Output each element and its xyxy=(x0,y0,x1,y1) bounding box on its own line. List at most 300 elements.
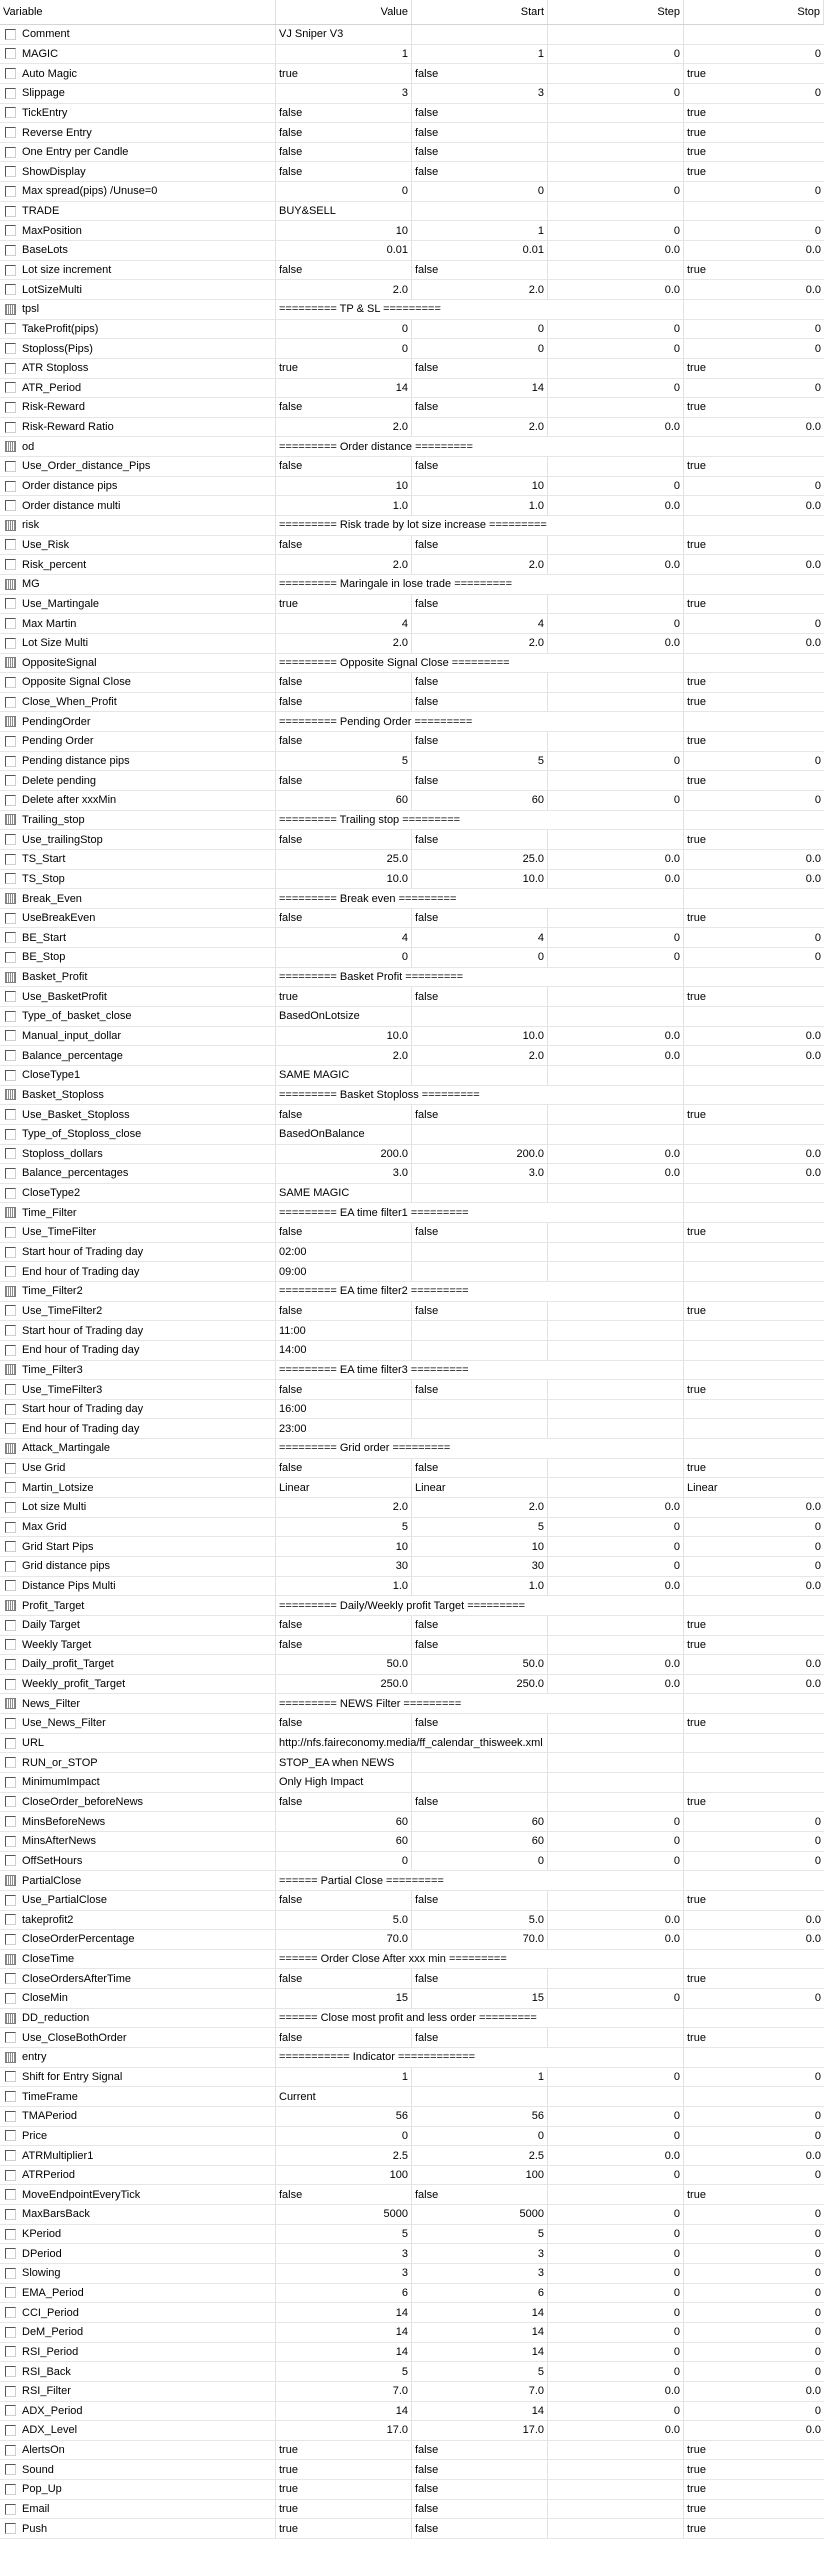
table-row[interactable] xyxy=(0,1969,824,1989)
value-cell[interactable]: 14 xyxy=(276,379,412,398)
stop-cell[interactable]: true xyxy=(687,401,706,414)
start-cell[interactable]: 3 xyxy=(412,2244,548,2263)
stop-cell[interactable]: true xyxy=(687,1795,706,1808)
step-cell[interactable] xyxy=(548,261,684,280)
step-cell[interactable] xyxy=(548,2087,684,2106)
table-row[interactable] xyxy=(0,2205,824,2225)
value-cell[interactable]: false xyxy=(276,261,412,280)
stop-cell[interactable]: 0 xyxy=(814,1560,821,1573)
value-cell[interactable]: Only High Impact xyxy=(276,1773,412,1792)
table-row[interactable] xyxy=(0,2323,824,2343)
step-cell[interactable]: 0 xyxy=(548,2402,684,2421)
table-row[interactable] xyxy=(0,752,824,772)
start-cell[interactable]: false xyxy=(412,457,548,476)
start-cell[interactable]: 2.0 xyxy=(412,1046,548,1065)
start-cell[interactable]: 7.0 xyxy=(412,2382,548,2401)
value-cell[interactable]: true xyxy=(276,2480,412,2499)
start-cell[interactable] xyxy=(412,202,548,221)
stop-cell[interactable]: 0 xyxy=(814,951,821,964)
stop-cell[interactable]: 0.0 xyxy=(805,2424,821,2437)
table-row[interactable] xyxy=(0,1243,824,1263)
step-cell[interactable] xyxy=(548,1321,684,1340)
step-cell[interactable]: 0.0 xyxy=(548,1675,684,1694)
value-cell[interactable]: SAME MAGIC xyxy=(276,1066,412,1085)
start-cell[interactable]: false xyxy=(412,1302,548,1321)
value-cell[interactable]: true xyxy=(276,2500,412,2519)
stop-cell[interactable] xyxy=(684,2087,824,2106)
value-cell[interactable]: false xyxy=(276,1223,412,1242)
table-row[interactable] xyxy=(0,45,824,65)
table-row[interactable] xyxy=(0,1125,824,1145)
table-row[interactable] xyxy=(0,1341,824,1361)
table-row[interactable] xyxy=(0,1616,824,1636)
stop-cell[interactable]: true xyxy=(687,1638,706,1651)
step-cell[interactable] xyxy=(548,2460,684,2479)
table-row[interactable] xyxy=(0,162,824,182)
stop-cell[interactable]: 0 xyxy=(814,185,821,198)
start-cell[interactable]: 4 xyxy=(412,614,548,633)
step-cell[interactable] xyxy=(548,1066,684,1085)
table-row[interactable] xyxy=(0,2519,824,2539)
value-cell[interactable]: 16:00 xyxy=(276,1400,412,1419)
step-cell[interactable]: 0 xyxy=(548,2225,684,2244)
start-cell[interactable]: false xyxy=(412,830,548,849)
table-row[interactable] xyxy=(0,1812,824,1832)
stop-cell[interactable] xyxy=(684,1262,824,1281)
table-row[interactable] xyxy=(0,2460,824,2480)
table-row[interactable] xyxy=(0,1164,824,1184)
start-cell[interactable]: 1 xyxy=(412,2068,548,2087)
table-row[interactable] xyxy=(0,2028,824,2048)
start-cell[interactable]: 3 xyxy=(412,84,548,103)
table-row[interactable] xyxy=(0,1400,824,1420)
start-cell[interactable]: 60 xyxy=(412,791,548,810)
value-cell[interactable]: true xyxy=(276,2441,412,2460)
start-cell[interactable]: 70.0 xyxy=(412,1930,548,1949)
stop-cell[interactable]: 0 xyxy=(814,2247,821,2260)
value-cell[interactable]: 5 xyxy=(276,752,412,771)
stop-cell[interactable]: 0.0 xyxy=(805,1933,821,1946)
start-cell[interactable]: 10 xyxy=(412,1537,548,1556)
stop-cell[interactable]: true xyxy=(687,2188,706,2201)
start-cell[interactable]: 30 xyxy=(412,1557,548,1576)
value-cell[interactable]: false xyxy=(276,1616,412,1635)
step-cell[interactable] xyxy=(548,1380,684,1399)
value-cell[interactable]: 0 xyxy=(276,948,412,967)
value-cell[interactable]: ========= Basket Profit ========= xyxy=(276,968,684,987)
step-cell[interactable] xyxy=(548,1341,684,1360)
step-cell[interactable] xyxy=(548,202,684,221)
column-header-value[interactable]: Value xyxy=(276,0,412,24)
value-cell[interactable]: true xyxy=(276,987,412,1006)
stop-cell[interactable]: 0 xyxy=(814,794,821,807)
stop-cell[interactable] xyxy=(684,1243,824,1262)
table-row[interactable] xyxy=(0,1675,824,1695)
value-cell[interactable]: Linear xyxy=(276,1478,412,1497)
table-row[interactable] xyxy=(0,280,824,300)
value-cell[interactable]: 50.0 xyxy=(276,1655,412,1674)
value-cell[interactable]: 6 xyxy=(276,2284,412,2303)
table-row[interactable] xyxy=(0,634,824,654)
start-cell[interactable]: false xyxy=(412,123,548,142)
value-cell[interactable]: ========= Maringale in lose trade ========= xyxy=(276,575,684,594)
section-separator-row[interactable] xyxy=(0,811,824,831)
stop-cell[interactable]: true xyxy=(687,735,706,748)
section-separator-row[interactable] xyxy=(0,889,824,909)
value-cell[interactable]: ====== Close most profit and less order ========= xyxy=(276,2009,684,2028)
table-row[interactable] xyxy=(0,84,824,104)
value-cell[interactable]: 5000 xyxy=(276,2205,412,2224)
value-cell[interactable]: 3.0 xyxy=(276,1164,412,1183)
table-row[interactable] xyxy=(0,1557,824,1577)
step-cell[interactable] xyxy=(548,1969,684,1988)
stop-cell[interactable]: true xyxy=(687,67,706,80)
table-row[interactable] xyxy=(0,1537,824,1557)
stop-cell[interactable]: true xyxy=(687,106,706,119)
stop-cell[interactable]: 0 xyxy=(814,342,821,355)
stop-cell[interactable]: true xyxy=(687,2522,706,2535)
value-cell[interactable]: false xyxy=(276,104,412,123)
step-cell[interactable]: 0 xyxy=(548,2264,684,2283)
stop-cell[interactable]: true xyxy=(687,2503,706,2516)
stop-cell[interactable]: 0.0 xyxy=(805,421,821,434)
stop-cell[interactable]: 0.0 xyxy=(805,244,821,257)
step-cell[interactable]: 0 xyxy=(548,2205,684,2224)
value-cell[interactable]: 3 xyxy=(276,84,412,103)
step-cell[interactable]: 0 xyxy=(548,221,684,240)
step-cell[interactable] xyxy=(548,1636,684,1655)
table-row[interactable] xyxy=(0,2185,824,2205)
start-cell[interactable]: false xyxy=(412,104,548,123)
stop-cell[interactable]: true xyxy=(687,597,706,610)
start-cell[interactable]: 15 xyxy=(412,1989,548,2008)
stop-cell[interactable] xyxy=(684,1125,824,1144)
start-cell[interactable]: 14 xyxy=(412,2323,548,2342)
value-cell[interactable]: false xyxy=(276,1891,412,1910)
start-cell[interactable]: 0.01 xyxy=(412,241,548,260)
stop-cell[interactable]: true xyxy=(687,1619,706,1632)
section-separator-row[interactable] xyxy=(0,300,824,320)
stop-cell[interactable]: true xyxy=(687,362,706,375)
start-cell[interactable]: false xyxy=(412,2460,548,2479)
start-cell[interactable]: 0 xyxy=(412,948,548,967)
step-cell[interactable] xyxy=(548,2519,684,2538)
start-cell[interactable]: false xyxy=(412,1223,548,1242)
stop-cell[interactable]: 0 xyxy=(814,2169,821,2182)
value-cell[interactable]: false xyxy=(276,1793,412,1812)
value-cell[interactable]: 2.0 xyxy=(276,1498,412,1517)
value-cell[interactable]: 5 xyxy=(276,2362,412,2381)
value-cell[interactable]: false xyxy=(276,2028,412,2047)
value-cell[interactable]: 70.0 xyxy=(276,1930,412,1949)
table-row[interactable] xyxy=(0,1321,824,1341)
step-cell[interactable]: 0.0 xyxy=(548,2146,684,2165)
table-row[interactable] xyxy=(0,64,824,84)
value-cell[interactable]: ========= EA time filter1 ========= xyxy=(276,1203,684,1222)
stop-cell[interactable]: 0.0 xyxy=(805,1678,821,1691)
step-cell[interactable] xyxy=(548,1007,684,1026)
value-cell[interactable]: true xyxy=(276,64,412,83)
section-separator-row[interactable] xyxy=(0,1282,824,1302)
start-cell[interactable]: 25.0 xyxy=(412,850,548,869)
step-cell[interactable]: 0.0 xyxy=(548,1911,684,1930)
stop-cell[interactable]: 0.0 xyxy=(805,853,821,866)
value-cell[interactable]: 2.0 xyxy=(276,1046,412,1065)
table-row[interactable] xyxy=(0,870,824,890)
step-cell[interactable] xyxy=(548,162,684,181)
table-row[interactable] xyxy=(0,791,824,811)
start-cell[interactable] xyxy=(412,2087,548,2106)
start-cell[interactable]: false xyxy=(412,261,548,280)
start-cell[interactable]: 56 xyxy=(412,2107,548,2126)
start-cell[interactable]: false xyxy=(412,1714,548,1733)
table-row[interactable] xyxy=(0,221,824,241)
start-cell[interactable] xyxy=(412,1400,548,1419)
table-row[interactable] xyxy=(0,2244,824,2264)
table-row[interactable] xyxy=(0,2146,824,2166)
step-cell[interactable]: 0.0 xyxy=(548,850,684,869)
step-cell[interactable]: 0 xyxy=(548,1832,684,1851)
value-cell[interactable]: 1.0 xyxy=(276,496,412,515)
table-row[interactable] xyxy=(0,2068,824,2088)
start-cell[interactable]: false xyxy=(412,987,548,1006)
step-cell[interactable]: 0.0 xyxy=(548,1655,684,1674)
table-row[interactable] xyxy=(0,948,824,968)
value-cell[interactable]: 14:00 xyxy=(276,1341,412,1360)
step-cell[interactable]: 0 xyxy=(548,1989,684,2008)
step-cell[interactable]: 0 xyxy=(548,1812,684,1831)
stop-cell[interactable] xyxy=(684,1066,824,1085)
value-cell[interactable]: ====== Order Close After xxx min ========= xyxy=(276,1950,684,1969)
value-cell[interactable]: ========= Trailing stop ========= xyxy=(276,811,684,830)
start-cell[interactable]: false xyxy=(412,1616,548,1635)
stop-cell[interactable]: 0 xyxy=(814,1521,821,1533)
stop-cell[interactable]: 0.0 xyxy=(805,1579,821,1592)
step-cell[interactable]: 0 xyxy=(548,2303,684,2322)
step-cell[interactable]: 0 xyxy=(548,948,684,967)
section-separator-row[interactable] xyxy=(0,1203,824,1223)
value-cell[interactable]: 56 xyxy=(276,2107,412,2126)
table-row[interactable] xyxy=(0,928,824,948)
start-cell[interactable]: 0 xyxy=(412,320,548,339)
section-separator-row[interactable] xyxy=(0,1596,824,1616)
table-row[interactable] xyxy=(0,241,824,261)
stop-cell[interactable]: 0 xyxy=(814,87,821,100)
start-cell[interactable] xyxy=(412,1419,548,1438)
table-row[interactable] xyxy=(0,418,824,438)
stop-cell[interactable] xyxy=(684,1184,824,1203)
start-cell[interactable] xyxy=(412,1321,548,1340)
stop-cell[interactable]: 0 xyxy=(814,2286,821,2299)
table-row[interactable] xyxy=(0,2127,824,2147)
stop-cell[interactable]: true xyxy=(687,126,706,139)
start-cell[interactable]: 1 xyxy=(412,221,548,240)
start-cell[interactable]: 5 xyxy=(412,2225,548,2244)
table-row[interactable] xyxy=(0,2441,824,2461)
step-cell[interactable]: 0 xyxy=(548,1537,684,1556)
table-row[interactable] xyxy=(0,398,824,418)
step-cell[interactable] xyxy=(548,1105,684,1124)
step-cell[interactable] xyxy=(548,359,684,378)
value-cell[interactable]: 1 xyxy=(276,45,412,64)
step-cell[interactable]: 0 xyxy=(548,182,684,201)
value-cell[interactable]: 2.0 xyxy=(276,634,412,653)
value-cell[interactable]: 2.0 xyxy=(276,280,412,299)
step-cell[interactable] xyxy=(548,732,684,751)
step-cell[interactable] xyxy=(548,830,684,849)
stop-cell[interactable]: 0 xyxy=(814,2345,821,2358)
value-cell[interactable]: ========= Order distance ========= xyxy=(276,437,684,456)
table-row[interactable] xyxy=(0,2480,824,2500)
start-cell[interactable]: 14 xyxy=(412,379,548,398)
start-cell[interactable]: 5 xyxy=(412,752,548,771)
step-cell[interactable]: 0.0 xyxy=(548,241,684,260)
value-cell[interactable]: false xyxy=(276,771,412,790)
step-cell[interactable]: 0.0 xyxy=(548,418,684,437)
stop-cell[interactable]: true xyxy=(687,833,706,846)
table-row[interactable] xyxy=(0,2362,824,2382)
section-separator-row[interactable] xyxy=(0,712,824,732)
table-row[interactable] xyxy=(0,1027,824,1047)
value-cell[interactable]: 1 xyxy=(276,2068,412,2087)
value-cell[interactable]: 10.0 xyxy=(276,870,412,889)
section-separator-row[interactable] xyxy=(0,1950,824,1970)
start-cell[interactable]: 3.0 xyxy=(412,1164,548,1183)
step-cell[interactable] xyxy=(548,457,684,476)
stop-cell[interactable]: true xyxy=(687,460,706,473)
stop-cell[interactable]: 0.0 xyxy=(805,558,821,571)
section-separator-row[interactable] xyxy=(0,1361,824,1381)
value-cell[interactable]: false xyxy=(276,1969,412,1988)
start-cell[interactable]: 17.0 xyxy=(412,2421,548,2440)
stop-cell[interactable]: 0 xyxy=(814,1854,821,1867)
stop-cell[interactable]: Linear xyxy=(687,1481,718,1494)
step-cell[interactable]: 0 xyxy=(548,2244,684,2263)
stop-cell[interactable]: true xyxy=(687,2031,706,2044)
step-cell[interactable]: 0 xyxy=(548,84,684,103)
step-cell[interactable] xyxy=(548,1400,684,1419)
value-cell[interactable]: true xyxy=(276,359,412,378)
stop-cell[interactable]: 0 xyxy=(814,480,821,493)
stop-cell[interactable]: true xyxy=(687,990,706,1003)
start-cell[interactable] xyxy=(412,1125,548,1144)
stop-cell[interactable]: 0 xyxy=(814,224,821,237)
step-cell[interactable]: 0 xyxy=(548,339,684,358)
value-cell[interactable]: false xyxy=(276,1302,412,1321)
table-row[interactable] xyxy=(0,2303,824,2323)
stop-cell[interactable]: 0 xyxy=(814,2070,821,2083)
start-cell[interactable]: false xyxy=(412,909,548,928)
value-cell[interactable]: 02:00 xyxy=(276,1243,412,1262)
table-row[interactable] xyxy=(0,2382,824,2402)
stop-cell[interactable] xyxy=(684,1753,824,1772)
table-row[interactable] xyxy=(0,1911,824,1931)
table-row[interactable] xyxy=(0,1773,824,1793)
value-cell[interactable]: 60 xyxy=(276,1832,412,1851)
table-row[interactable] xyxy=(0,1793,824,1813)
stop-cell[interactable]: true xyxy=(687,1894,706,1907)
value-cell[interactable]: 10 xyxy=(276,477,412,496)
stop-cell[interactable]: 0.0 xyxy=(805,283,821,296)
start-cell[interactable]: false xyxy=(412,143,548,162)
start-cell[interactable]: 5 xyxy=(412,2362,548,2381)
value-cell[interactable]: 4 xyxy=(276,614,412,633)
start-cell[interactable] xyxy=(412,1341,548,1360)
stop-cell[interactable] xyxy=(684,1321,824,1340)
start-cell[interactable]: false xyxy=(412,398,548,417)
step-cell[interactable] xyxy=(548,673,684,692)
stop-cell[interactable]: 0 xyxy=(814,2129,821,2142)
step-cell[interactable]: 0 xyxy=(548,2068,684,2087)
value-cell[interactable]: ========= Opposite Signal Close ========= xyxy=(276,654,684,673)
value-cell[interactable]: 5 xyxy=(276,2225,412,2244)
step-cell[interactable]: 0 xyxy=(548,2323,684,2342)
table-row[interactable] xyxy=(0,182,824,202)
value-cell[interactable]: false xyxy=(276,398,412,417)
start-cell[interactable]: false xyxy=(412,771,548,790)
table-row[interactable] xyxy=(0,2264,824,2284)
step-cell[interactable] xyxy=(548,2441,684,2460)
value-cell[interactable]: false xyxy=(276,673,412,692)
step-cell[interactable] xyxy=(548,595,684,614)
step-cell[interactable]: 0 xyxy=(548,2127,684,2146)
step-cell[interactable]: 0 xyxy=(548,2362,684,2381)
value-cell[interactable]: false xyxy=(276,162,412,181)
table-row[interactable] xyxy=(0,1007,824,1027)
value-cell[interactable]: false xyxy=(276,1380,412,1399)
start-cell[interactable]: 5 xyxy=(412,1518,548,1537)
column-header-stop[interactable]: Stop xyxy=(684,0,824,24)
stop-cell[interactable]: true xyxy=(687,165,706,178)
value-cell[interactable]: 2.5 xyxy=(276,2146,412,2165)
step-cell[interactable] xyxy=(548,1419,684,1438)
value-cell[interactable]: false xyxy=(276,1714,412,1733)
table-row[interactable] xyxy=(0,850,824,870)
stop-cell[interactable]: 0 xyxy=(814,2326,821,2339)
value-cell[interactable]: 2.0 xyxy=(276,418,412,437)
table-row[interactable] xyxy=(0,1419,824,1439)
value-cell[interactable]: 25.0 xyxy=(276,850,412,869)
value-cell[interactable]: 0 xyxy=(276,182,412,201)
step-cell[interactable] xyxy=(548,1714,684,1733)
step-cell[interactable]: 0.0 xyxy=(548,1027,684,1046)
value-cell[interactable]: 14 xyxy=(276,2343,412,2362)
step-cell[interactable]: 0.0 xyxy=(548,555,684,574)
table-row[interactable] xyxy=(0,1518,824,1538)
value-cell[interactable]: Current xyxy=(276,2087,412,2106)
start-cell[interactable]: false xyxy=(412,162,548,181)
stop-cell[interactable] xyxy=(684,25,824,44)
stop-cell[interactable]: 0.0 xyxy=(805,1658,821,1671)
table-row[interactable] xyxy=(0,1734,824,1754)
stop-cell[interactable]: 0 xyxy=(814,2267,821,2280)
stop-cell[interactable]: 0 xyxy=(814,2110,821,2123)
table-row[interactable] xyxy=(0,1105,824,1125)
start-cell[interactable]: 200.0 xyxy=(412,1145,548,1164)
step-cell[interactable] xyxy=(548,1734,684,1753)
step-cell[interactable] xyxy=(548,64,684,83)
start-cell[interactable]: false xyxy=(412,359,548,378)
value-cell[interactable]: 3 xyxy=(276,2264,412,2283)
step-cell[interactable]: 0 xyxy=(548,2284,684,2303)
table-row[interactable] xyxy=(0,693,824,713)
value-cell[interactable]: 0 xyxy=(276,1852,412,1871)
step-cell[interactable]: 0 xyxy=(548,614,684,633)
step-cell[interactable]: 0 xyxy=(548,928,684,947)
step-cell[interactable] xyxy=(548,1302,684,1321)
step-cell[interactable] xyxy=(548,2185,684,2204)
stop-cell[interactable]: 0.0 xyxy=(805,2149,821,2162)
